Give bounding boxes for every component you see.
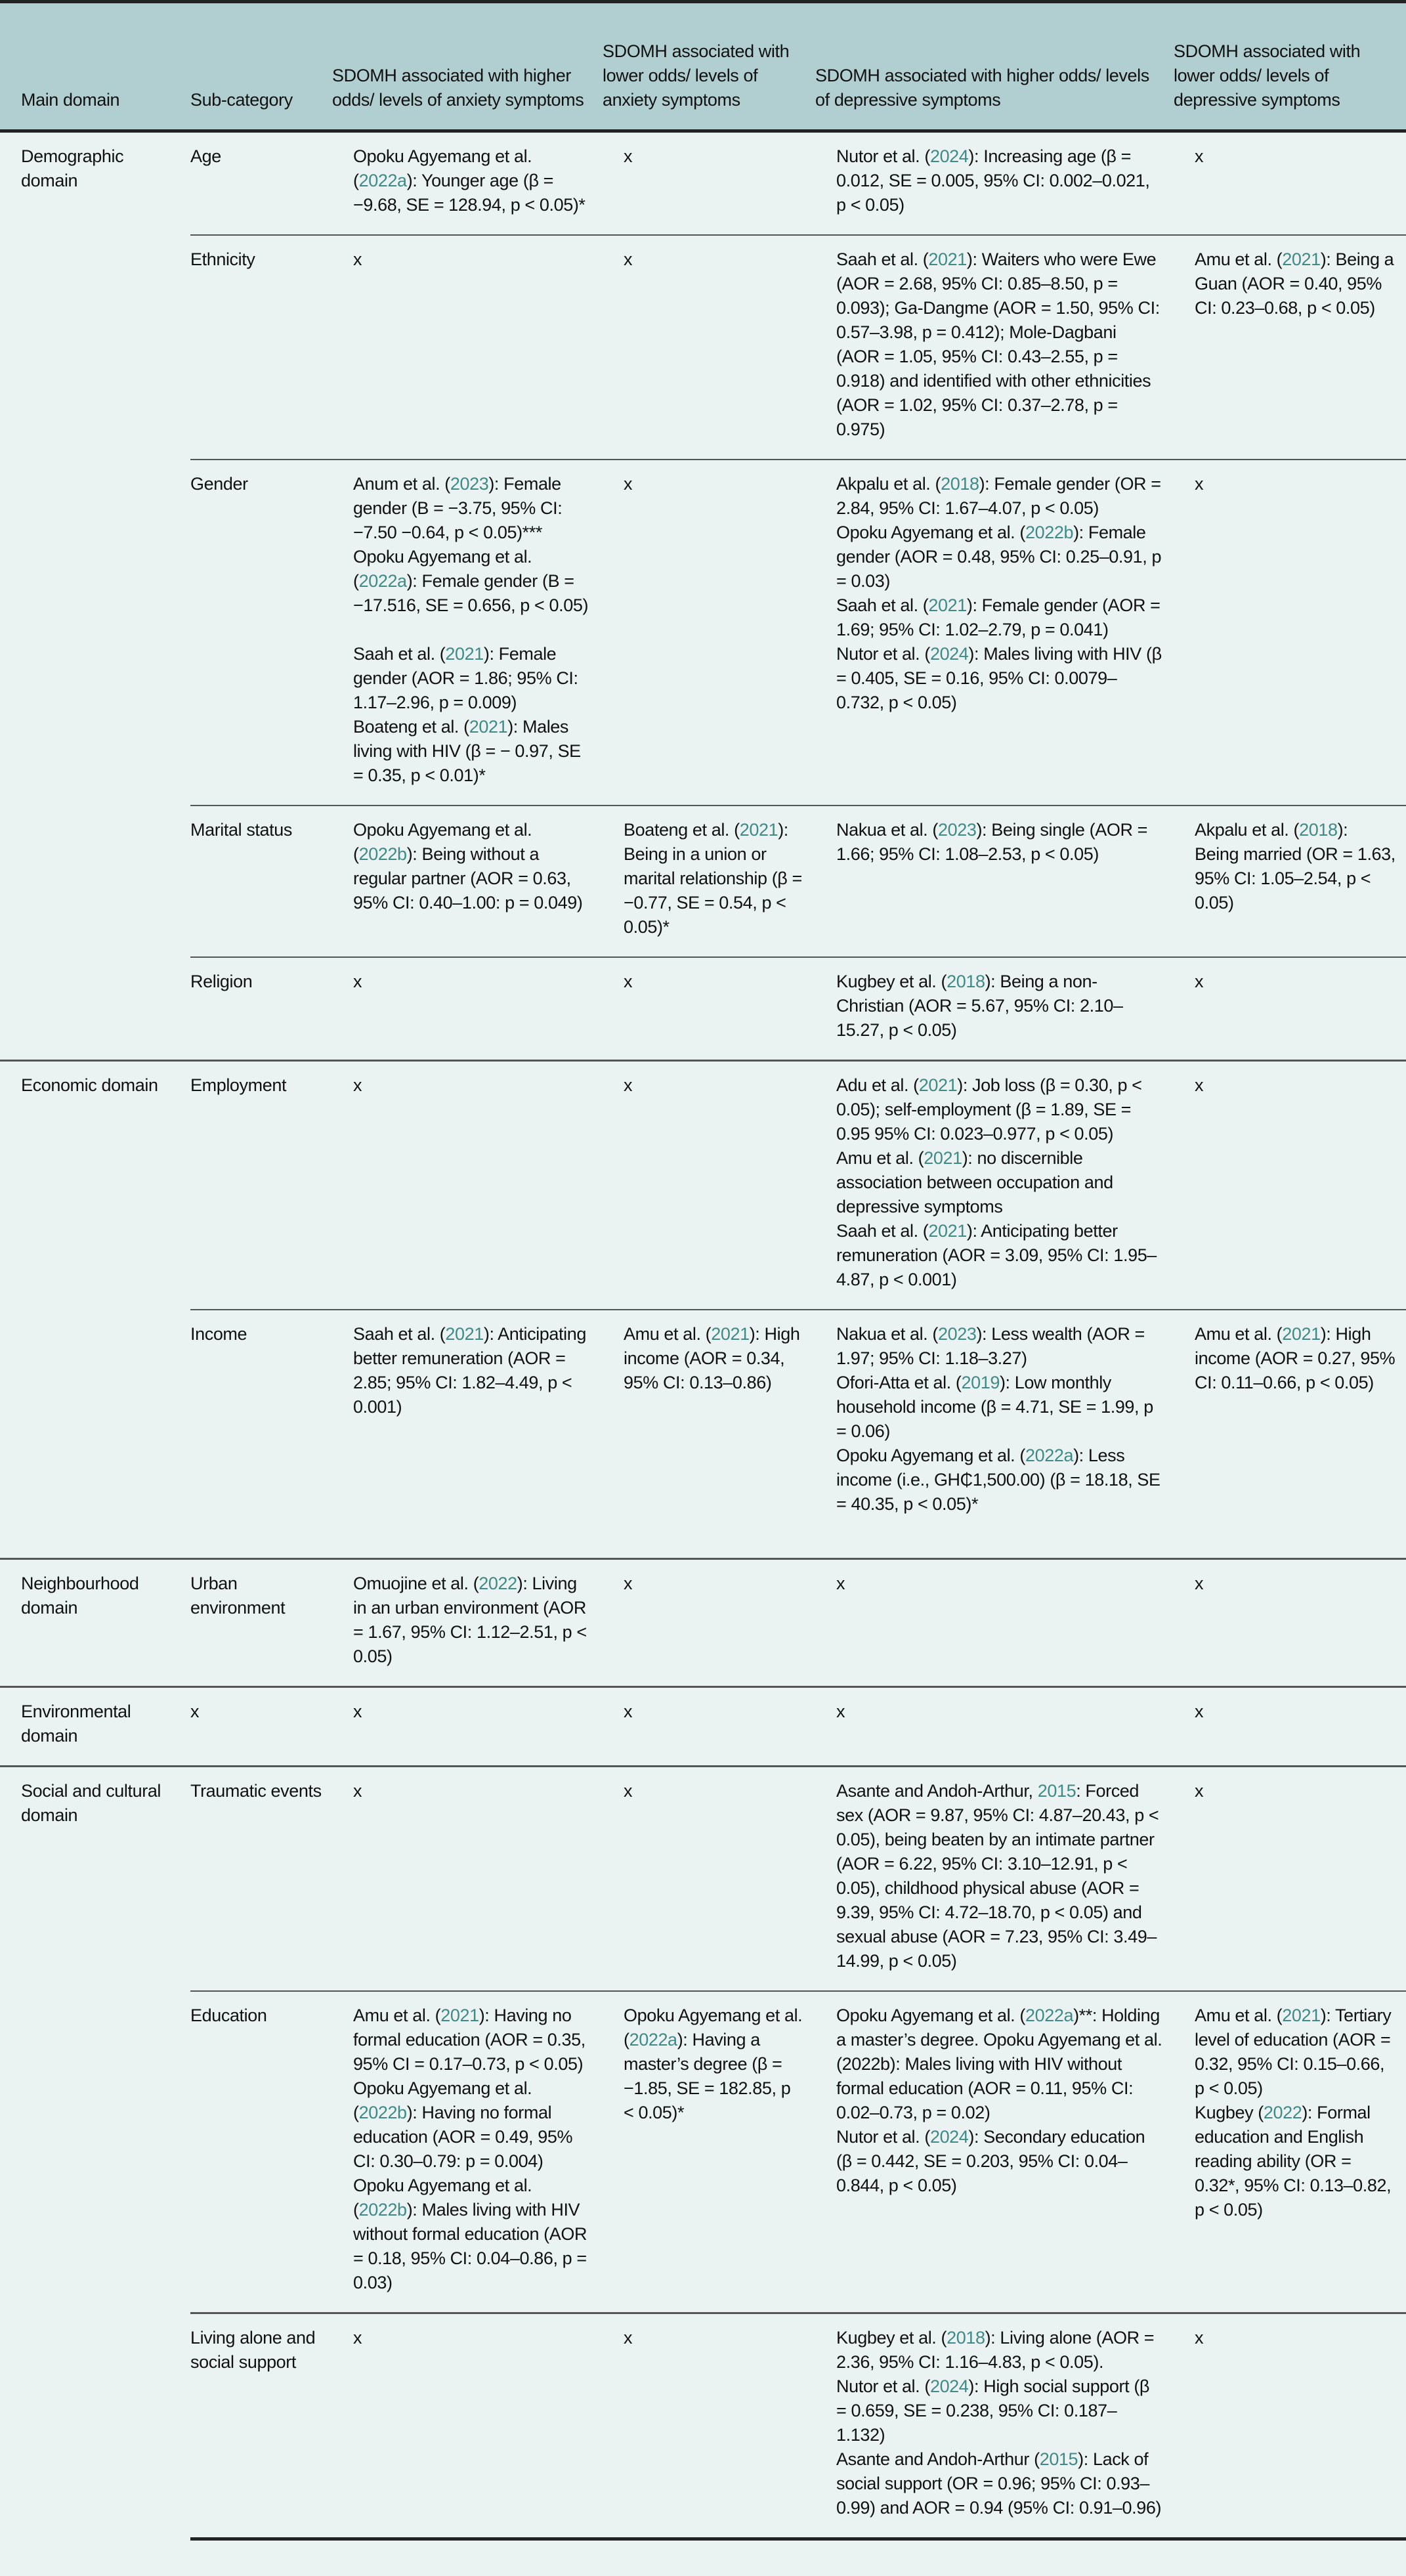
cell-anxiety-lower: x	[603, 1061, 815, 1310]
table-row	[0, 1061, 1406, 1310]
cell-depression-lower	[1174, 235, 1406, 460]
finding-entry: Kugbey et al. (2018): Living alone (AOR = 2.36, 95% CI: 1.16–4.83, p < 0.05).	[836, 2328, 1155, 2372]
finding-entry: Opoku Agyemang et al. (2022a): Female gender (B = −17.516, SE = 0.656, p < 0.05)	[353, 547, 589, 615]
citation-link[interactable]: 2022b	[1025, 523, 1074, 542]
cell-anxiety-higher	[332, 1559, 603, 1687]
citation-link[interactable]: 2023	[450, 474, 489, 494]
finding-entry: Nutor et al. (2024): High social support (β = 0.659, SE = 0.238, 95% CI: 0.187–1.132)	[836, 2376, 1150, 2445]
col-anxiety-higher: SDOMH associated with higher odds/ levels of anxiety symptoms	[332, 66, 584, 110]
finding-entry: Asante and Andoh-Arthur (2015): Lack of social support (OR = 0.96; 95% CI: 0.93–0.99) and AOR = 0.94 (95% CI: 0.91–0.96)	[836, 2449, 1162, 2518]
cell-anxiety-higher	[332, 131, 603, 236]
cell-anxiety-lower: x	[603, 1687, 815, 1767]
finding-entry: Boateng et al. (2021): Being in a union or marital relationship (β = −0.77, SE = 0.54, p < 0.05)*	[624, 820, 802, 937]
cell-depression-higher	[815, 131, 1174, 236]
finding-entry: Omuojine et al. (2022): Living in an urban environment (AOR = 1.67, 95% CI: 1.12–2.51, p < 0.05)	[353, 1574, 587, 1666]
sub-category: Age	[190, 146, 221, 166]
citation-link[interactable]: 2022	[479, 1574, 517, 1593]
domain-environmental: Environmental domain	[0, 1687, 190, 1767]
citation-link[interactable]: 2018	[941, 474, 979, 494]
citation-link[interactable]: 2021	[445, 1324, 484, 1344]
sub-category: Ethnicity	[190, 235, 332, 460]
citation-link[interactable]: 2015	[1037, 1781, 1076, 1801]
finding-entry: Boateng et al. (2021): Males living with HIV (β = − 0.97, SE = 0.35, p < 0.01)*	[353, 717, 581, 785]
citation-link[interactable]: 2022b	[358, 844, 407, 864]
citation-link[interactable]: 2018	[947, 2328, 985, 2348]
finding-entry: Akpalu et al. (2018): Female gender (OR = 2.84, 95% CI: 1.67–4.07, p < 0.05)	[836, 474, 1161, 518]
citation-link[interactable]: 2022a	[358, 571, 407, 591]
finding-entry: Ofori-Atta et al. (2019): Low monthly household income (β = 4.71, SE = 1.99, p = 0.06)	[836, 1373, 1153, 1441]
citation-link[interactable]: 2021	[445, 644, 484, 664]
citation-link[interactable]: 2022a	[1025, 1446, 1074, 1465]
cell-depression-higher	[815, 1767, 1174, 1992]
sub-category: Traumatic events	[190, 1767, 332, 1992]
citation-link[interactable]: 2019	[961, 1373, 1000, 1392]
finding-entry: Opoku Agyemang et al. (2022b): Female gender (AOR = 0.48, 95% CI: 0.25–0.91, p = 0.03)	[836, 523, 1162, 591]
finding-entry: Opoku Agyemang et al. (2022a)**: Holding a master’s degree. Opoku Agyemang et al. (2022b): Males living with HIV without formal education (AOR = 0.11, 95% CI: 0.02–0.73, p = 0.02)	[836, 2006, 1162, 2122]
cell-anxiety-higher	[332, 1991, 603, 2313]
table-row	[0, 1310, 1406, 1559]
sub-category: Religion	[190, 957, 332, 1061]
citation-link[interactable]: 2022a	[1025, 2006, 1074, 2025]
cell-anxiety-higher: x	[332, 235, 603, 460]
finding-entry: Anum et al. (2023): Female gender (B = −3.75, 95% CI: −7.50 −0.64, p < 0.05)***	[353, 474, 563, 542]
citation-link[interactable]: 2022	[1263, 2103, 1302, 2122]
sub-category: Education	[190, 1991, 332, 2313]
citation-link[interactable]: 2023	[937, 820, 977, 840]
cell-depression-higher	[815, 235, 1174, 460]
cell-anxiety-lower: x	[603, 2313, 815, 2539]
finding-entry: Kugbey et al. (2018): Being a non-Christian (AOR = 5.67, 95% CI: 2.10–15.27, p < 0.05)	[836, 972, 1123, 1040]
cell-depression-higher	[815, 805, 1174, 957]
citation-link[interactable]: 2021	[928, 595, 967, 615]
table-row	[0, 235, 1406, 460]
table-row	[0, 131, 1406, 236]
cell-depression-lower: x	[1174, 2313, 1406, 2539]
table-row	[0, 460, 1406, 805]
citation-link[interactable]: 2021	[1282, 249, 1321, 269]
finding-entry: Nutor et al. (2024): Secondary education (β = 0.442, SE = 0.203, 95% CI: 0.04–0.844, p < 0.05)	[836, 2127, 1145, 2195]
cell-depression-higher: x	[815, 1687, 1174, 1767]
finding-entry: Adu et al. (2021): Job loss (β = 0.30, p < 0.05); self-employment (β = 1.89, SE = 0.95 95% CI: 0.023–0.977, p < 0.05)	[836, 1075, 1142, 1144]
citation-link[interactable]: 2021	[1282, 1324, 1321, 1344]
cell-anxiety-higher	[332, 460, 603, 805]
cell-anxiety-higher: x	[332, 1061, 603, 1310]
citation-link[interactable]: 2021	[928, 249, 967, 269]
cell-depression-lower: x	[1174, 1559, 1406, 1687]
citation-link[interactable]: 2021	[924, 1148, 962, 1168]
finding-entry: Saah et al. (2021): Anticipating better remuneration (AOR = 2.85; 95% CI: 1.82–4.49, p < 0.001)	[353, 1324, 586, 1417]
cell-anxiety-higher	[332, 1310, 603, 1559]
citation-link[interactable]: 2021	[469, 717, 508, 737]
cell-depression-lower: x	[1174, 1687, 1406, 1767]
table-row	[0, 2313, 1406, 2539]
citation-link[interactable]: 2023	[937, 1324, 977, 1344]
citation-link[interactable]: 2024	[929, 2376, 969, 2396]
citation-link[interactable]: 2024	[929, 644, 969, 664]
citation-link[interactable]: 2015	[1039, 2449, 1078, 2469]
cell-depression-lower: x	[1174, 460, 1406, 805]
domain-demographic: Demographic domain	[21, 146, 124, 190]
col-main-domain: Main domain	[21, 90, 120, 110]
sub-category: Marital status	[190, 805, 332, 957]
cell-anxiety-lower	[603, 1310, 815, 1559]
col-depression-higher: SDOMH associated with higher odds/ levels of depressive symptoms	[815, 66, 1149, 110]
cell-anxiety-higher	[332, 805, 603, 957]
citation-link[interactable]: 2018	[1299, 820, 1338, 840]
finding-entry: Nakua et al. (2023): Being single (AOR = 1.66; 95% CI: 1.08–2.53, p < 0.05)	[836, 820, 1148, 864]
col-anxiety-lower: SDOMH associated with lower odds/ levels of anxiety symptoms	[603, 41, 790, 110]
cell-anxiety-higher: x	[332, 1767, 603, 1992]
finding-entry: Opoku Agyemang et al. (2022b): Having no formal education (AOR = 0.49, 95% CI: 0.30–0.79: p = 0.004)	[353, 2078, 573, 2171]
finding-entry: Nutor et al. (2024): Males living with HIV (β = 0.405, SE = 0.16, 95% CI: 0.0079–0.732, p < 0.05)	[836, 644, 1162, 712]
col-depression-lower: SDOMH associated with lower odds/ levels of depressive symptoms	[1174, 41, 1361, 110]
table-row	[0, 805, 1406, 957]
cell-depression-lower: x	[1174, 957, 1406, 1061]
finding-entry: Amu et al. (2021): Being a Guan (AOR = 0.40, 95% CI: 0.23–0.68, p < 0.05)	[1195, 249, 1394, 318]
citation-link[interactable]: 2021	[739, 820, 778, 840]
col-sub-category: Sub-category	[190, 90, 293, 110]
table-row	[0, 1991, 1406, 2313]
cell-depression-lower: x	[1195, 146, 1204, 166]
cell-depression-higher	[815, 957, 1174, 1061]
finding-entry: Amu et al. (2021): Having no formal education (AOR = 0.35, 95% CI = 0.17–0.73, p < 0.05)	[353, 2006, 586, 2074]
cell-depression-higher	[815, 460, 1174, 805]
domain-economic: Economic domain	[0, 1061, 190, 1559]
sub-category: Urban environment	[190, 1559, 332, 1687]
citation-link[interactable]: 2021	[440, 2006, 479, 2025]
finding-entry: Asante and Andoh-Arthur, 2015: Forced sex (AOR = 9.87, 95% CI: 4.87–20.43, p < 0.05), being beaten by an intimate partner (AOR = 6.22, 95% CI: 3.10–12.91, p < 0.05), childhood physical abuse (AOR = 9.39, 95% CI: 4.72–18.70, p < 0.05) and sexual abuse (AOR = 7.23, 95% CI: 3.49–14.99, p < 0.05)	[836, 1781, 1159, 1971]
cell-anxiety-lower: x	[624, 146, 633, 166]
cell-depression-higher	[815, 2313, 1174, 2539]
sub-category: Employment	[190, 1061, 332, 1310]
finding-entry: Amu et al. (2021): High income (AOR = 0.27, 95% CI: 0.11–0.66, p < 0.05)	[1195, 1324, 1395, 1392]
cell-anxiety-lower: x	[603, 957, 815, 1061]
finding-entry: Saah et al. (2021): Female gender (AOR = 1.86; 95% CI: 1.17–2.96, p = 0.009)	[353, 644, 578, 712]
cell-anxiety-higher: x	[332, 1687, 603, 1767]
table-header	[0, 2, 1406, 131]
cell-anxiety-higher: x	[332, 957, 603, 1061]
sub-category: Gender	[190, 460, 332, 805]
cell-depression-higher	[815, 1991, 1174, 2313]
finding-entry: Amu et al. (2021): High income (AOR = 0.34, 95% CI: 0.13–0.86)	[624, 1324, 800, 1392]
finding-entry: Amu et al. (2021): no discernible association between occupation and depressive symptoms	[836, 1148, 1113, 1216]
finding-entry: Saah et al. (2021): Anticipating better remuneration (AOR = 3.09, 95% CI: 1.95–4.87, p < 0.001)	[836, 1221, 1157, 1289]
table-row	[0, 957, 1406, 1061]
citation-link[interactable]: 2021	[918, 1075, 958, 1095]
citation-link[interactable]: 2022b	[358, 2103, 407, 2122]
cell-anxiety-lower: x	[603, 235, 815, 460]
citation-link[interactable]: 2021	[711, 1324, 750, 1344]
finding-entry: Opoku Agyemang et al. (2022b): Being without a regular partner (AOR = 0.63, 95% CI: 0.40–1.00: p = 0.049)	[353, 820, 583, 912]
cell-depression-lower	[1174, 805, 1406, 957]
cell-depression-lower: x	[1174, 1061, 1406, 1310]
cell-depression-higher	[815, 1310, 1174, 1559]
finding-entry: Nutor et al. (2024): Increasing age (β = 0.012, SE = 0.005, 95% CI: 0.002–0.021, p < 0.05)	[836, 146, 1150, 215]
cell-depression-lower	[1174, 1991, 1406, 2313]
cell-depression-lower	[1174, 1310, 1406, 1559]
citation-link[interactable]: 2022a	[629, 2030, 677, 2050]
cell-depression-higher	[815, 1061, 1174, 1310]
citation-link[interactable]: 2021	[928, 1221, 967, 1241]
table-row	[0, 1767, 1406, 1992]
table-row	[0, 1559, 1406, 1687]
cell-anxiety-lower: x	[603, 460, 815, 805]
cell-anxiety-lower	[603, 805, 815, 957]
finding-entry: Kugbey (2022): Formal education and English reading ability (OR = 0.32*, 95% CI: 0.13–0.82, p < 0.05)	[1195, 2103, 1392, 2220]
domain-neighbourhood: Neighbourhood domain	[0, 1559, 190, 1687]
citation-link[interactable]: 2018	[947, 972, 985, 991]
cell-depression-higher: x	[815, 1559, 1174, 1687]
cell-depression-lower: x	[1174, 1767, 1406, 1992]
finding-entry: Saah et al. (2021): Waiters who were Ewe (AOR = 2.68, 95% CI: 0.85–8.50, p = 0.093); Ga-Dangme (AOR = 1.50, 95% CI: 0.57–3.98, p = 0.412); Mole-Dagbani (AOR = 1.05, 95% CI: 0.43–2.55, p = 0.918) and identified with other ethnicities (AOR = 1.02, 95% CI: 0.37–2.78, p = 0.975)	[836, 249, 1160, 439]
finding-entry: Nakua et al. (2023): Less wealth (AOR = 1.97; 95% CI: 1.18–3.27)	[836, 1324, 1145, 1368]
domain-social-cultural: Social and cultural domain	[0, 1767, 190, 2539]
cell-anxiety-lower	[603, 1991, 815, 2313]
citation-link[interactable]: 2024	[929, 146, 969, 166]
finding-entry: Opoku Agyemang et al. (2022a): Having a master’s degree (β = −1.85, SE = 182.85, p < 0.05)*	[624, 2006, 803, 2122]
table-row	[0, 1687, 1406, 1767]
finding-entry: Opoku Agyemang et al. (2022b): Males living with HIV without formal education (AOR = 0.18, 95% CI: 0.04–0.86, p = 0.03)	[353, 2176, 587, 2292]
cell-anxiety-higher: x	[332, 2313, 603, 2539]
sub-category: x	[190, 1687, 332, 1767]
finding-entry: Saah et al. (2021): Female gender (AOR = 1.69; 95% CI: 1.02–2.79, p = 0.041)	[836, 595, 1161, 639]
sub-category: Living alone and social support	[190, 2313, 332, 2539]
finding-entry: Akpalu et al. (2018): Being married (OR = 1.63, 95% CI: 1.05–2.54, p < 0.05)	[1195, 820, 1395, 912]
citation-link[interactable]: 2022b	[358, 2200, 407, 2220]
citation-link[interactable]: 2021	[1282, 2006, 1321, 2025]
finding-entry: Opoku Agyemang et al. (2022a): Less income (i.e., GH₵1,500.00) (β = 18.18, SE = 40.35, p < 0.05)*	[836, 1446, 1161, 1514]
finding-entry: Opoku Agyemang et al. (2022a): Younger age (β = −9.68, SE = 128.94, p < 0.05)*	[353, 146, 586, 215]
sub-category: Income	[190, 1310, 332, 1559]
citation-link[interactable]: 2022a	[358, 171, 407, 190]
finding-entry: Amu et al. (2021): Tertiary level of education (AOR = 0.32, 95% CI: 0.15–0.66, p < 0.05)	[1195, 2006, 1392, 2098]
cell-anxiety-lower: x	[603, 1767, 815, 1992]
cell-anxiety-lower: x	[603, 1559, 815, 1687]
citation-link[interactable]: 2024	[929, 2127, 969, 2147]
